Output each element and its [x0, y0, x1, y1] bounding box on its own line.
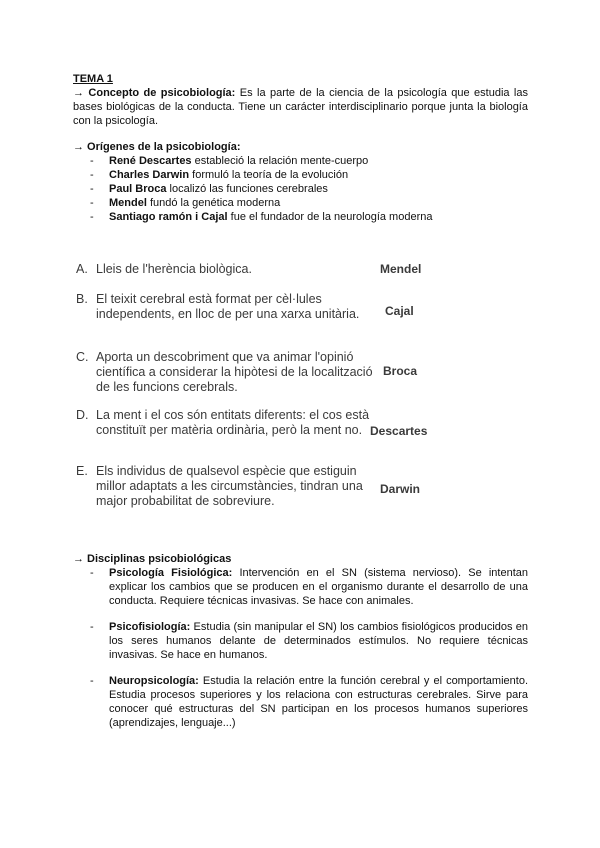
item-text: Estudia (sin manipular el SN) los cambios fisiológicos producidos en los seres humanos delante de determinados estímulos. No requiere técnicas invasivas. Se hace en humanos.	[109, 621, 528, 661]
person-name: Paul Broca	[109, 183, 167, 195]
item-text: fue el fundador de la neurología moderna	[227, 211, 433, 223]
item-text: Estudia la relación entre la función cerebral y el comportamiento. Estudia procesos superiores y los relaciona con estructuras cerebrales. Sirve para conocer qué estructuras del SN participan en los procesos humanos superiores (aprendizajes, lenguaje...)	[109, 675, 528, 729]
matching-statement-a	[78, 262, 378, 277]
person-name: Mendel	[109, 197, 147, 209]
discipline-name: Neuropsicología:	[109, 675, 199, 687]
person-name: Charles Darwin	[109, 169, 190, 181]
list-item	[90, 210, 528, 224]
origenes-list	[73, 154, 528, 224]
statement-text: El teixit cerebral està format per cèl·lules independents, en lloc de per una xarxa unitària.	[96, 292, 360, 321]
list-item	[90, 566, 528, 608]
item-text: fundó la genética moderna	[146, 197, 281, 209]
list-item	[90, 168, 528, 182]
item-text: Intervención en el SN (sistema nervioso). Se intentan explicar los cambios que se producen en el organismo durante el desarrollo de una conducta. Requiere técnicas invasivas. Se hace con animales.	[109, 567, 528, 607]
origenes-heading: → Orígenes de la psicobiología:	[73, 141, 241, 153]
matching-statement-b	[78, 292, 378, 322]
person-name: Santiago ramón i Cajal	[109, 211, 228, 223]
disciplinas-section	[73, 552, 528, 742]
matching-answer-d: Descartes	[370, 424, 428, 438]
matching-statement-c	[78, 350, 378, 395]
list-item	[90, 196, 528, 210]
matching-statement-e	[78, 464, 378, 509]
person-name: René Descartes	[109, 155, 192, 167]
item-text: localizó las funciones cerebrales	[166, 183, 328, 195]
discipline-name: Psicofisiología:	[109, 621, 191, 633]
discipline-name: Psicología Fisiológica:	[109, 567, 233, 579]
statement-letter: C.	[76, 350, 89, 364]
statement-letter: A.	[76, 262, 88, 276]
list-item	[90, 620, 528, 662]
statement-text: Aporta un descobriment que va animar l'opinió científica a considerar la hipòtesi de la localització de les funcions cerebrals.	[96, 350, 373, 394]
page-title: TEMA 1	[73, 73, 113, 85]
list-item	[90, 154, 528, 168]
item-text: estableció la relación mente-cuerpo	[191, 155, 369, 167]
statement-letter: B.	[76, 292, 88, 306]
matching-answer-b: Cajal	[385, 304, 414, 318]
concepto-label: → Concepto de psicobiología:	[73, 87, 236, 99]
concepto-text: Es la parte de la ciencia de la psicología que estudia las bases biológicas de la conducta. Tiene un carácter interdisciplinario porque junta la biología con la psicología.	[73, 87, 528, 127]
disciplinas-heading: → Disciplinas psicobiológicas	[73, 553, 232, 565]
statement-letter: D.	[76, 408, 89, 422]
matching-answer-c: Broca	[383, 364, 418, 378]
matching-image	[73, 252, 433, 522]
item-text: formuló la teoría de la evolución	[189, 169, 349, 181]
statement-text: Els individus de qualsevol espècie que estiguin millor adaptats a les circumstàncies, tindran una major probabilitat de sobreviure.	[96, 464, 363, 508]
statement-letter: E.	[76, 464, 88, 478]
disciplinas-list	[73, 566, 528, 730]
matching-statement-d	[78, 408, 378, 438]
matching-answer-e: Darwin	[380, 482, 421, 496]
concepto-paragraph	[73, 86, 528, 128]
statement-text: La ment i el cos són entitats diferents: el cos està constituït per matèria ordinària, però la ment no.	[96, 408, 370, 437]
list-item	[90, 182, 528, 196]
matching-answer-a: Mendel	[380, 262, 422, 276]
statement-text: Lleis de l'herència biològica.	[96, 262, 252, 276]
list-item	[90, 674, 528, 730]
document-body	[73, 72, 528, 224]
